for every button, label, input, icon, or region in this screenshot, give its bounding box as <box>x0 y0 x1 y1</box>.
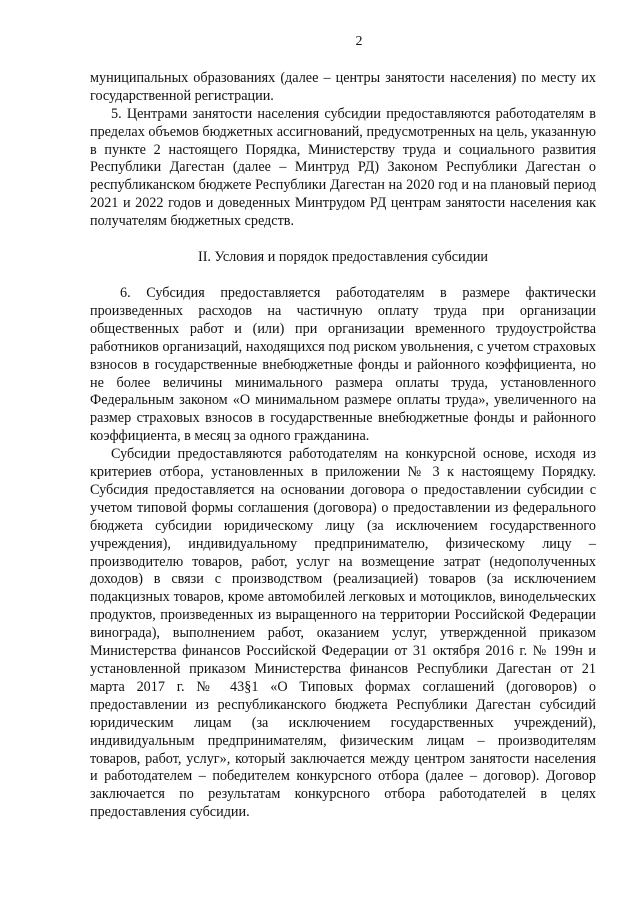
paragraph-continuation: муниципальных образованиях (далее – центры занятости населения) по месту их государственной регистрации. <box>90 69 596 104</box>
paragraph-item-5: 5. Центрами занятости населения субсидии предоставляются работодателям в пределах объемов бюджетных ассигнований, предусмотренных на цель, указанную в пункте 2 настоящего Порядка, Министерству труда и социального развития Республики Дагестан (далее – Минтруд РД) Законом Республики Дагестан о республиканском бюджете Республики Дагестан на 2020 год и на плановый период 2021 и 2022 годов и доведенных Минтрудом РД центрам занятости населения как получателям бюджетных средств. <box>90 105 596 230</box>
section-heading: II. Условия и порядок предоставления субсидии <box>197 249 489 266</box>
paragraph-subsidy-terms: Субсидии предоставляются работодателям на конкурсной основе, исходя из критериев отбора, установленных в приложении № 3 к настоящему Порядку. Субсидия предоставляется на основании договора о предоставлении субсидии с учетом типовой формы соглашения (договора) о предоставлении из федерального бюджета субсидии юридическому лицу (за исключением государственного учреждения), индивидуальному предпринимателю, физическому лицу – производителю товаров, работ, услуг на возмещение затрат (недополученных доходов) в связи с производством (реализацией) товаров (за исключением подакцизных товаров, кроме автомобилей легковых и мотоциклов, винодельческих продуктов, произведенных из выращенного на территории Российской Федерации винограда), выполнением работ, оказанием услуг, утвержденной приказом Министерства финансов Российской Федерации от 31 октября 2016 г. № 199н и установленной приказом Министерства финансов Республики Дагестан от 21 марта 2017 г. № 43§1 «О Типовых формах соглашений (договоров) о предоставлении из республиканского бюджета Республики Дагестан субсидий юридическим лицам (за исключением государственных учреждений), индивидуальным предпринимателям, физическим лицам – производителям товаров, работ, услуг», который заключается между центром занятости населения и работодателем – победителем конкурсного отбора (далее – договор). Договор заключается по результатам конкурсного отбора работодателей в целях предоставления субсидии. <box>90 446 596 821</box>
page-number: 2 <box>355 34 363 49</box>
paragraph-item-6: 6. Субсидия предоставляется работодателям в размере фактически произведенных расходов на частичную оплату труда при организации общественных работ и (или) при организации временного трудоустройства работников организаций, находящихся под риском увольнения, с учетом страховых взносов в государственные внебюджетные фонды и районного коэффициента, но не более величины минимального размера оплаты труда, установленного Федеральным законом «О минимальном размере оплаты труда», увеличенного на размер страховых взносов в государственные внебюджетные фонды и районного коэффициента, в месяц за одного гражданина. <box>90 284 596 445</box>
